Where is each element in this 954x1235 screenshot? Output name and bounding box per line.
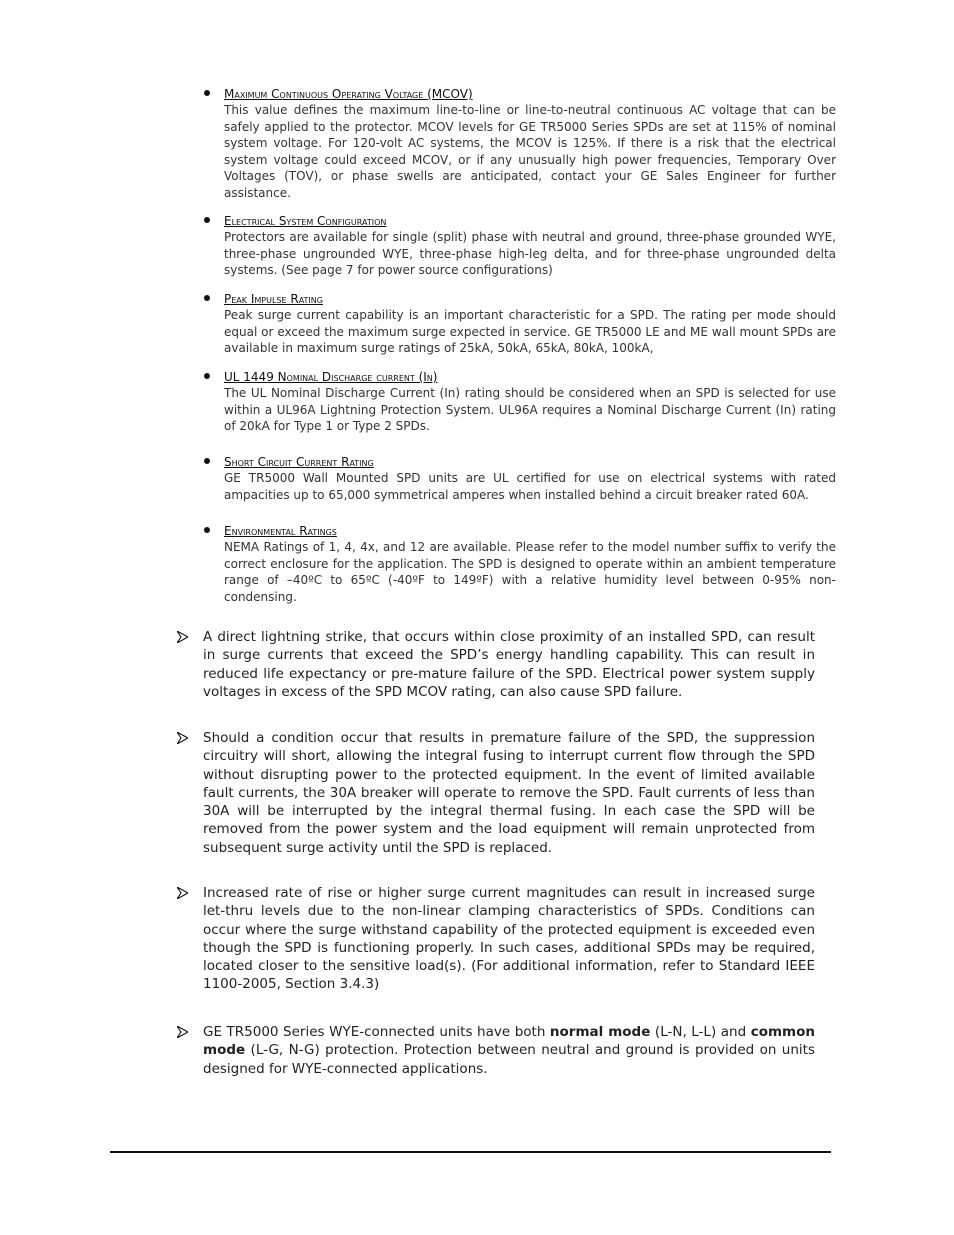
text-span: (L-N, L-L) and: [650, 1024, 751, 1040]
bullet-heading: Maximum Continuous Operating Voltage (MCOV): [224, 87, 473, 101]
bullet-text: GE TR5000 Wall Mounted SPD units are UL certified for use on electrical systems with rated ampacities up to 65,000 symmetrical amperes when installed behind a circuit breaker rated 60A.: [224, 471, 836, 502]
bullet-dot-icon: [204, 527, 210, 533]
text-span: GE TR5000 Series WYE-connected units have both: [203, 1024, 550, 1040]
bullet-heading: Electrical System Configuration: [224, 214, 387, 228]
bullet-dot-icon: [204, 217, 210, 223]
bold-normal-mode: normal mode: [549, 1024, 651, 1040]
arrow-text: Should a condition occur that results in premature failure of the SPD, the suppression circuitry will short, allowing the integral fusing to interrupt current flow through the SPD without disrupting power to the protected equipment. In the event of limited available fault currents, the 30A breaker will operate to remove the SPD. Fault currents of less than 30A will be interrupted by the integral thermal fusing. In each case the SPD will be removed from the power system and the load equipment will remain unprotected from subsequent surge activity until the SPD is replaced.: [203, 730, 815, 856]
arrow-item-premature-failure: [175, 729, 815, 857]
bullet-mcov: [202, 86, 836, 201]
bullet-text: This value defines the maximum line-to-line or line-to-neutral continuous AC voltage that can be safely applied to the protector. MCOV levels for GE TR5000 Series SPDs are set at 115% of nominal system voltage. For 120-volt AC systems, the MCOV is 125%. If there is a risk that the electrical system voltage could exceed MCOV, or if any unusually high power frequencies, Temporary Over Voltages (TOV), or phase swells are anticipated, contact your GE Sales Engineer for further assistance.: [224, 103, 836, 200]
arrow-item-surge-letthru: [175, 884, 815, 994]
bullet-heading: Environmental Ratings: [224, 524, 337, 538]
bullet-environmental: [202, 523, 836, 605]
bullet-text: Protectors are available for single (split) phase with neutral and ground, three-phase grounded WYE, three-phase ungrounded WYE, three-phase high-leg delta, and for three-phase ungrounded delta systems. (See page 7 for power source configurations): [224, 230, 836, 277]
arrow-bullet-icon: [177, 1026, 188, 1038]
arrow-bullet-icon: [177, 732, 188, 744]
bold-common-mode: common mode: [203, 1024, 815, 1059]
bullet-text: The UL Nominal Discharge Current (In) rating should be considered when an SPD is selected for use within a UL96A Lightning Protection System. UL96A requires a Nominal Discharge Current (In) rating of 20kA for Type 1 or Type 2 SPDs.: [224, 386, 836, 433]
footer-divider: [110, 1151, 831, 1153]
bullet-text: NEMA Ratings of 1, 4, 4x, and 12 are available. Please refer to the model number suffix to verify the correct enclosure for the application. The SPD is designed to operate within an ambient temperature range of –40ºC to 65ºC (-40ºF to 149ºF) with a relative humidity level between 0-95% non-condensing.: [224, 540, 836, 604]
bullet-short-circuit: [202, 454, 836, 503]
bullet-dot-icon: [204, 458, 210, 464]
text-span: (L-G, N-G) protection. Protection between neutral and ground is provided on units designed for WYE-connected applications.: [203, 1042, 815, 1077]
bullet-electrical-system: [202, 213, 836, 279]
bullet-dot-icon: [204, 373, 210, 379]
arrow-text: Increased rate of rise or higher surge current magnitudes can result in increased surge let-thru levels due to the non-linear clamping characteristics of SPDs. Conditions can occur where the surge withstand capability of the protected equipment is exceeded even though the SPD is functioning properly. In such cases, additional SPDs may be required, located closer to the sensitive load(s). (For additional information, refer to Standard IEEE 1100-2005, Section 3.4.3): [203, 885, 815, 993]
arrow-text: [203, 1023, 815, 1078]
arrow-item-lightning: [175, 628, 815, 701]
bullet-dot-icon: [204, 90, 210, 96]
bullet-dot-icon: [204, 295, 210, 301]
bullet-heading: Peak Impulse Rating: [224, 292, 323, 306]
arrow-text: A direct lightning strike, that occurs within close proximity of an installed SPD, can result in surge currents that exceed the SPD’s energy handling capability. This can result in reduced life expectancy or pre-mature failure of the SPD. Electrical power system supply voltages in excess of the SPD MCOV rating, can also cause SPD failure.: [203, 629, 815, 700]
arrow-bullet-icon: [177, 887, 188, 899]
bullet-heading: Short Circuit Current Rating: [224, 455, 374, 469]
bullet-ul1449: [202, 369, 836, 435]
bullet-peak-impulse: [202, 291, 836, 357]
arrow-item-wye-modes: [175, 1023, 815, 1078]
bullet-heading: UL 1449 Nominal Discharge current (In): [224, 370, 438, 384]
bullet-text: Peak surge current capability is an important characteristic for a SPD. The rating per mode should equal or exceed the maximum surge expected in service. GE TR5000 LE and ME wall mount SPDs are available in maximum surge ratings of 25kA, 50kA, 65kA, 80kA, 100kA,: [224, 308, 836, 355]
arrow-bullet-icon: [177, 631, 188, 643]
